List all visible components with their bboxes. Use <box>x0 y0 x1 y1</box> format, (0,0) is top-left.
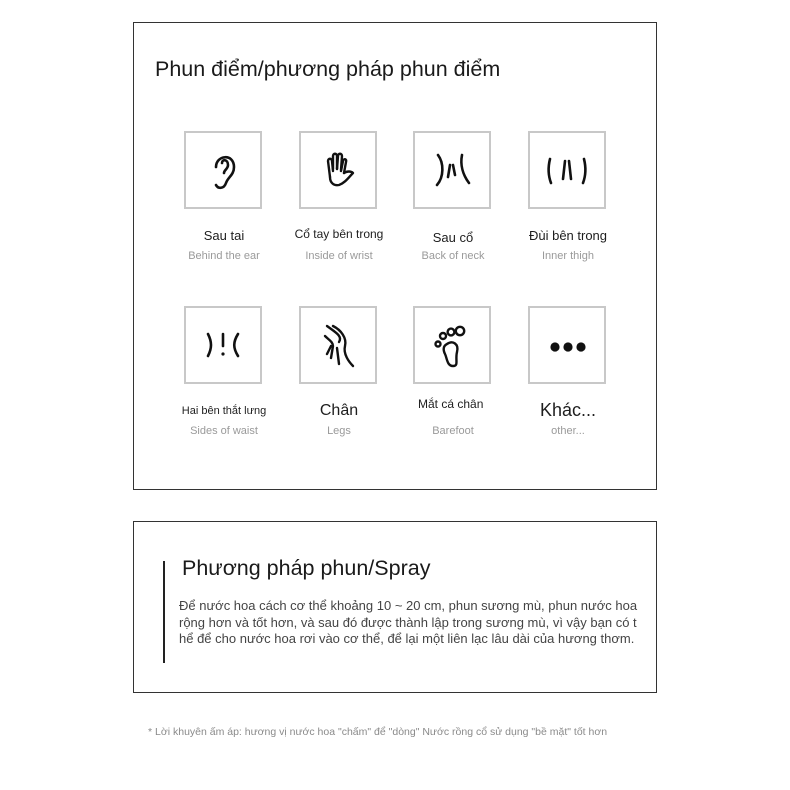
ear-icon <box>184 131 262 209</box>
spray-method-panel <box>133 521 657 693</box>
point-sublabel: Behind the ear <box>188 250 260 262</box>
point-label: Sau tai <box>203 228 245 243</box>
point-label: Khác... <box>539 400 597 420</box>
spray-title: Phương pháp phun/Spray <box>182 556 431 580</box>
more-dots-icon <box>528 306 606 384</box>
point-sublabel: Inner thigh <box>542 250 594 262</box>
inner-thigh-icon <box>528 131 606 209</box>
point-label: Hai bên thắt lưng <box>181 405 267 417</box>
spray-description: Để nước hoa cách cơ thể khoảng 10 ~ 20 cm, phun sương mù, phun nước hoa rộng hơn và tốt hơn, và sau đó được thành lập trong sương mù, vì vậy bạn có thể để cho nước hoa rơi vào cơ thể, để lại một liên lạc lâu dài của hương thơm. <box>179 598 638 646</box>
point-sublabel: Barefoot <box>432 425 474 437</box>
point-label: Sau cổ <box>432 230 474 245</box>
hand-icon <box>299 131 377 209</box>
point-label: Chân <box>319 402 359 419</box>
point-label: Mắt cá chân <box>418 397 484 411</box>
neck-icon <box>413 131 491 209</box>
point-sublabel: Legs <box>327 425 351 437</box>
point-label: Cổ tay bên trong <box>294 227 384 241</box>
foot-icon <box>413 306 491 384</box>
point-sublabel: Sides of waist <box>190 425 258 437</box>
legs-icon <box>299 306 377 384</box>
point-label: Đùi bên trong <box>528 228 608 243</box>
accent-bar <box>163 561 165 663</box>
waist-icon <box>184 306 262 384</box>
point-sublabel: Inside of wrist <box>305 250 373 262</box>
point-sublabel: other... <box>551 425 585 437</box>
points-title: Phun điểm/phương pháp phun điểm <box>155 57 501 81</box>
point-sublabel: Back of neck <box>421 250 485 262</box>
spray-points-panel <box>133 22 657 490</box>
footnote-tip: * Lời khuyên ấm áp: hương vị nước hoa "chấm" để "dòng" Nước rồng cổ sử dụng "bề mặt" tốt hơn <box>148 726 608 738</box>
